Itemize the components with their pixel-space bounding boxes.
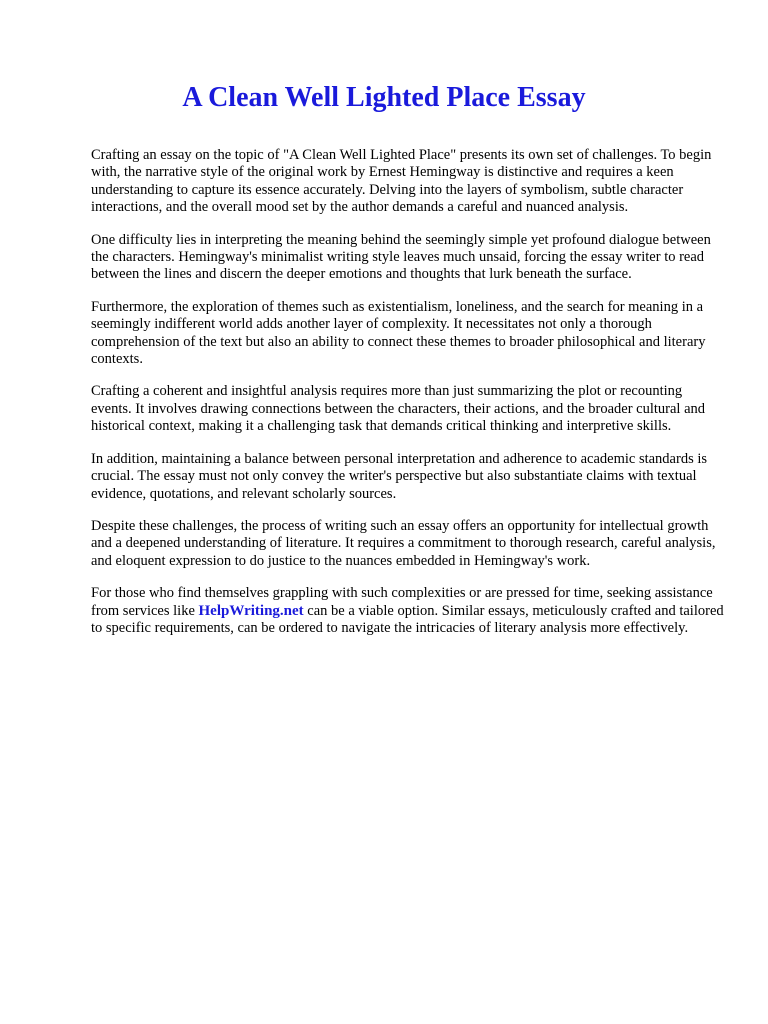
paragraph-5: In addition, maintaining a balance between personal interpretation and adherence to academic standards is crucial. The essay must not only convey the writer's perspective but also substantiate claims with textual evidence, quotations, and relevant scholarly sources. (91, 450, 708, 502)
paragraph-2: One difficulty lies in interpreting the meaning behind the seemingly simple yet profound dialogue between the characters. Hemingway's minimalist writing style leaves much unsaid, forcing the essay writer to read between the lines and discern the deeper emotions and thoughts that lurk beneath the surface. (91, 231, 711, 283)
essay-body (91, 147, 725, 652)
paragraph-6: Despite these challenges, the process of writing such an essay offers an opportunity for intellectual growth and a deepened understanding of literature. It requires a commitment to thorough research, careful analysis, and eloquent expression to do justice to the nuances embedded in Hemingway's work. (91, 517, 716, 569)
paragraph-7-text-after-link: can be a viable option. Similar essays, meticulously crafted and tailored to specific requirements, can be ordered to navigate the intricacies of literary analysis more effectively. (91, 602, 724, 636)
paragraph-7 (91, 585, 725, 637)
helpwriting-link[interactable]: HelpWriting.net (198, 602, 304, 619)
page-title: A Clean Well Lighted Place Essay (182, 82, 586, 113)
paragraph-1: Crafting an essay on the topic of "A Clean Well Lighted Place" presents its own set of challenges. To begin with, the narrative style of the original work by Ernest Hemingway is distinctive and requires a keen understanding to capture its essence accurately. Delving into the layers of symbolism, subtle character interactions, and the overall mood set by the author demands a careful and nuanced analysis. (91, 147, 712, 216)
paragraph-7-text-before-link: For those who find themselves grappling with such complexities or are pressed for time, seeking assistance from services like (91, 585, 713, 619)
paragraph-4: Crafting a coherent and insightful analysis requires more than just summarizing the plot or recounting events. It involves drawing connections between the characters, their actions, and the broader cultural and historical context, making it a challenging task that demands critical thinking and interpretive skills. (91, 383, 706, 435)
paragraph-3: Furthermore, the exploration of themes such as existentialism, loneliness, and the search for meaning in a seemingly indifferent world adds another layer of complexity. It necessitates not only a thorough comprehension of the text but also an ability to connect these themes to broader philosophical and literary contexts. (91, 298, 706, 368)
